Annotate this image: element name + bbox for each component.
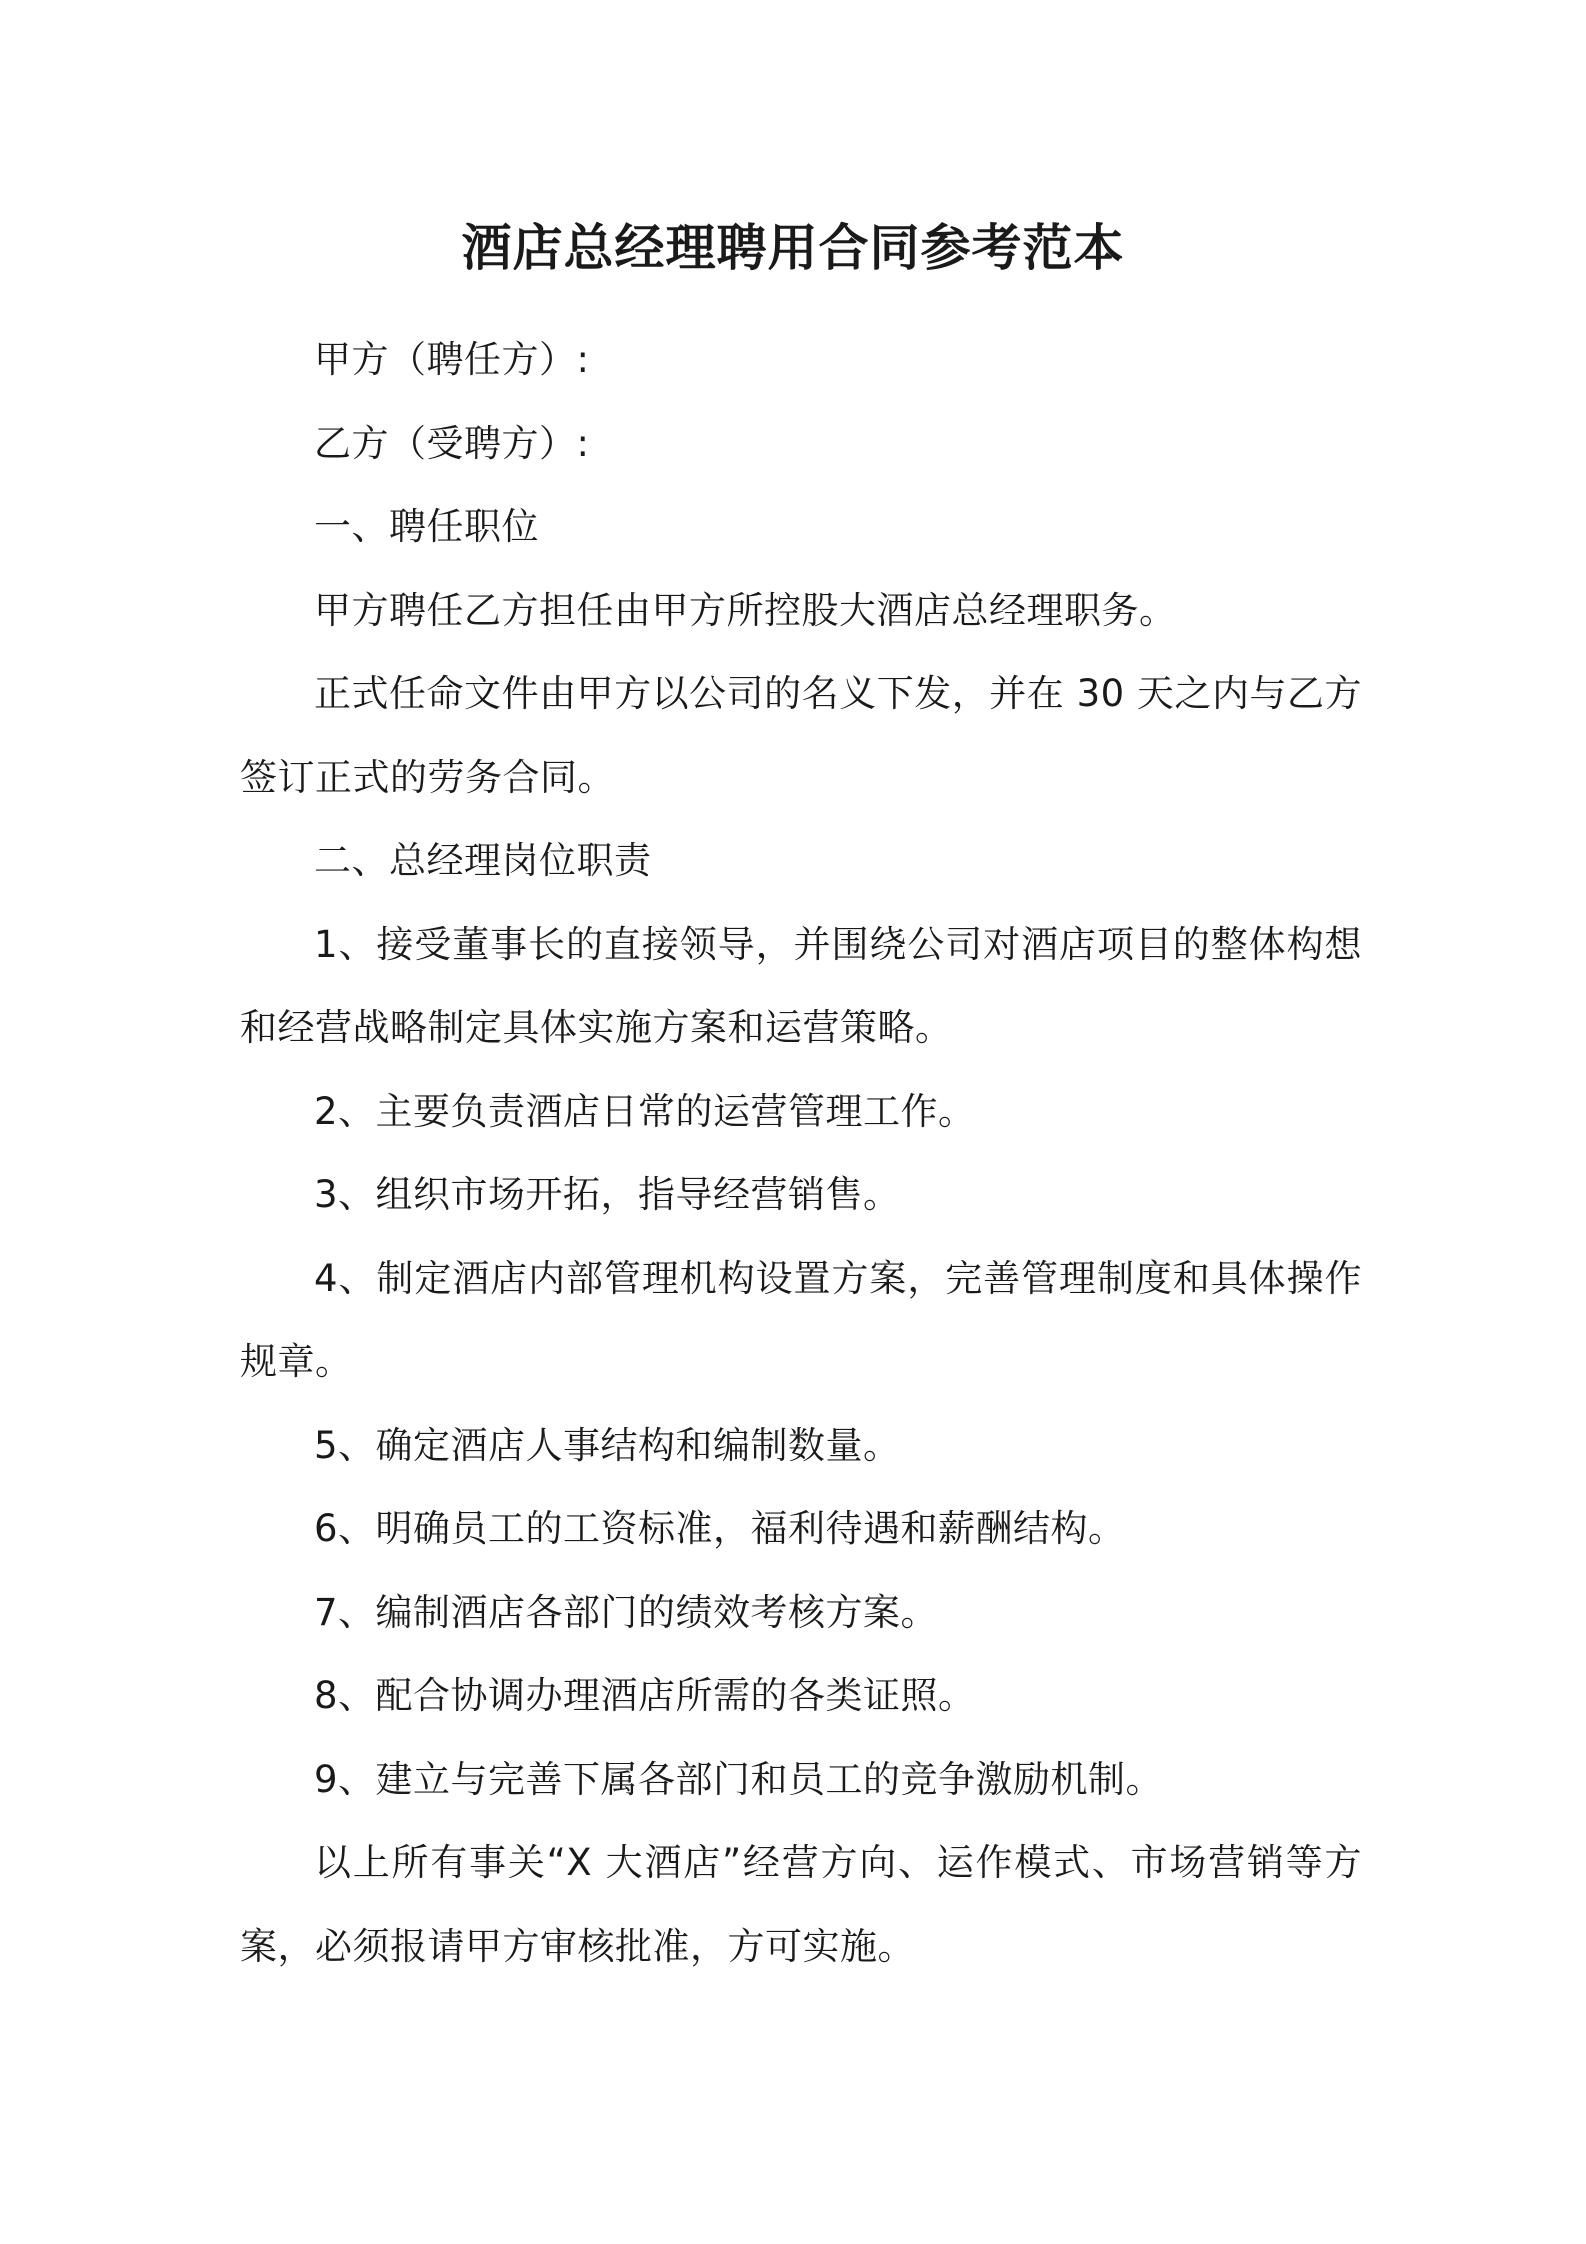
duty-item: 4、制定酒店内部管理机构设置方案，完善管理制度和具体操作规章。 — [240, 1256, 1362, 1383]
party-a-line: 甲方（聘任方）: — [314, 338, 590, 381]
party-b-line: 乙方（受聘方）: — [314, 421, 590, 465]
duty-item: 2、主要负责酒店日常的运营管理工作。 — [314, 1089, 976, 1133]
paragraph: 正式任命文件由甲方以公司的名义下发，并在 30 天之内与乙方签订正式的劳务合同。 — [240, 672, 1362, 799]
duty-item: 3、组织市场开拓，指导经营销售。 — [314, 1173, 901, 1216]
document-title: 酒店总经理聘用合同参考范本 — [461, 219, 1125, 277]
section-heading-position: 一、聘任职位 — [314, 505, 539, 548]
duty-item: 9、建立与完善下属各部门和员工的竞争激励机制。 — [314, 1757, 1164, 1801]
duty-item: 5、确定酒店人事结构和编制数量。 — [314, 1423, 901, 1467]
duty-item: 7、编制酒店各部门的绩效考核方案。 — [314, 1590, 939, 1634]
paragraph: 甲方聘任乙方担任由甲方所控股大酒店总经理职务。 — [314, 588, 1177, 632]
duty-item: 1、接受董事长的直接领导，并围绕公司对酒店项目的整体构想和经营战略制定具体实施方案和运营策略。 — [240, 922, 1362, 1049]
duty-item: 8、配合协调办理酒店所需的各类证照。 — [314, 1674, 976, 1717]
section-heading-duties: 二、总经理岗位职责 — [314, 839, 652, 882]
paragraph: 以上所有事关“X 大酒店”经营方向、运作模式、市场营销等方案，必须报请甲方审核批准，方可实施。 — [240, 1841, 1362, 1968]
document-body — [240, 318, 1362, 1988]
duty-item: 6、明确员工的工资标准，福利待遇和薪酬结构。 — [314, 1507, 1126, 1550]
